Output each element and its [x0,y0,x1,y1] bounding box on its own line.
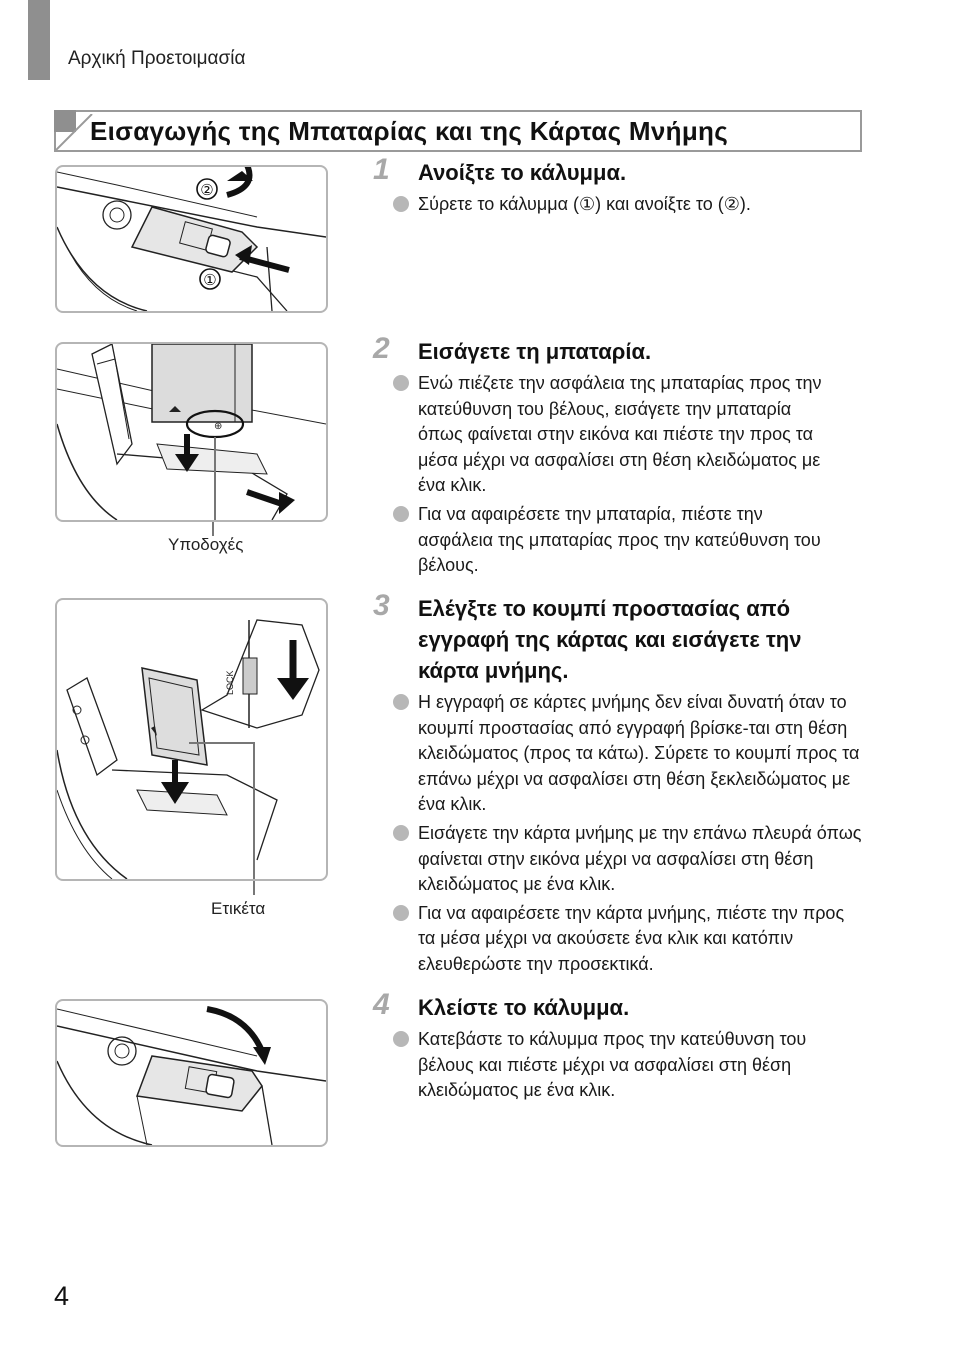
step-4 [373,988,873,1107]
figure-insert-memory-card [55,598,328,881]
step-2-bullet: Ενώ πιέζετε την ασφάλεια της μπαταρίας προς την κατεύθυνση του βέλους, εισάγετε την μπαταρία όπως φαίνεται στην εικόνα και πιέστε την προς τα μέσα μέχρι να ασφαλίσει στη θέση κλειδώματος με ένα κλικ. [393,371,833,499]
step-3-bullet: Για να αφαιρέσετε την κάρτα μνήμης, πιέστε την προς τα μέσα μέχρι να ακούσετε ένα κλικ και κατόπιν ελευθερώστε την προσεκτικά. [393,901,863,978]
header-tab-marker [28,0,50,80]
bullet-dot-icon [393,375,409,391]
step-2-title: Εισάγετε τη μπαταρία. [418,339,652,364]
step-3-title: Ελέγξτε το κουμπί προστασίας από εγγραφή της κάρτας και εισάγετε την κάρτα μνήμης. [418,596,802,683]
figure1-callout-1: ① [203,272,217,289]
step-1-title: Ανοίξτε το κάλυμμα. [418,160,627,185]
figure1-callout-2: ② [200,182,214,199]
figure-close-cover [55,999,328,1147]
step-2 [373,332,873,582]
step-4-bullet: Κατεβάστε το κάλυμμα προς την κατεύθυνση του βέλους και πιέστε μέχρι να ασφαλίσει στη θέση κλειδώματος με ένα κλικ. [393,1027,863,1104]
step-4-title: Κλείστε το κάλυμμα. [418,995,630,1020]
header-section-label: Αρχική Προετοιμασία [68,48,246,69]
step-1-bullet: Σύρετε το κάλυμμα (①) και ανοίξτε το (②). [393,192,873,218]
page-number: 4 [54,1281,70,1311]
figure3-lock-label: LOCK [225,670,235,695]
svg-text:⊕: ⊕ [214,421,223,432]
bullet-dot-icon [393,825,409,841]
bullet-dot-icon [393,196,409,212]
step-4-number: 4 [373,988,390,1021]
bullet-dot-icon [393,905,409,921]
step-2-bullet: Για να αφαιρέσετε την μπαταρία, πιέστε την ασφάλεια της μπαταρίας προς την κατεύθυνση του βέλους. [393,502,833,579]
step-1 [373,153,873,221]
figure3-caption: Ετικέτα [211,899,266,918]
figure-insert-battery [55,342,328,522]
step-3-bullet: Η εγγραφή σε κάρτες μνήμης δεν είναι δυνατή όταν το κουμπί προστασίας από εγγραφή βρίσκε-ται στη θέση κλειδώματος (προς τα κάτω). Σύρετε το κουμπί προς τα επάνω μέχρι να ασφαλίσει στη θέση ξεκλειδώματος με ένα κλικ. [393,690,863,818]
bullet-dot-icon [393,1031,409,1047]
step-2-number: 2 [373,332,390,365]
bullet-dot-icon [393,506,409,522]
figure2-caption: Υποδοχές [168,535,244,554]
step-3 [373,589,873,981]
figure3-caption-leader [253,881,255,895]
figure2-caption-leader [212,522,214,536]
step-3-bullet: Εισάγετε την κάρτα μνήμης με την επάνω πλευρά όπως φαίνεται στην εικόνα μέχρι να ασφαλίσει στη θέση κλειδώματος με ένα κλικ. [393,821,863,898]
figure-open-cover [55,165,328,313]
section-title: Εισαγωγής της Μπαταρίας και της Κάρτας Μνήμης [90,116,729,146]
bullet-dot-icon [393,694,409,710]
step-1-number: 1 [373,153,390,186]
step-3-number: 3 [373,589,390,622]
